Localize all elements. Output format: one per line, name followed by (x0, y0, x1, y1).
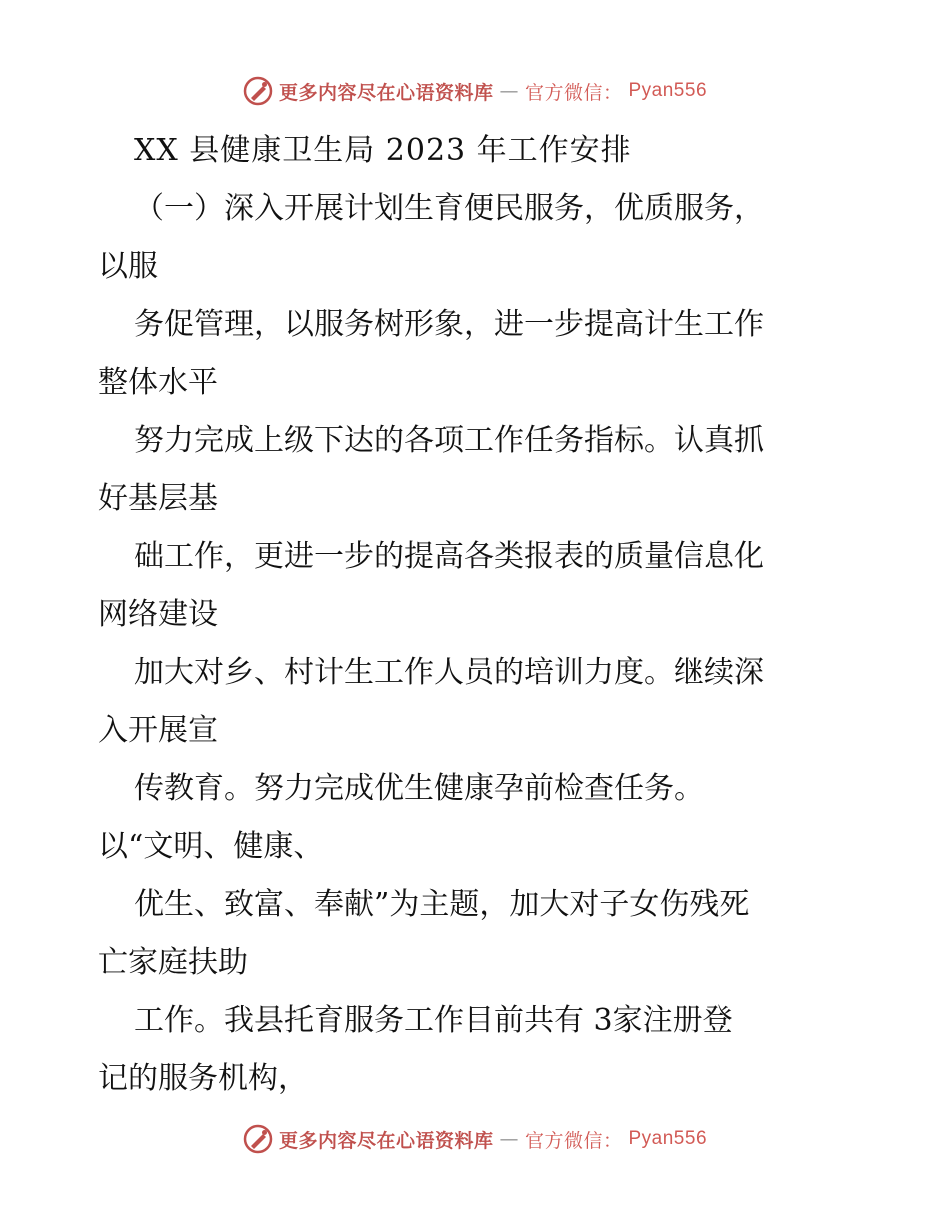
document-title: XX 县健康卫生局 2023 年工作安排 (134, 133, 632, 168)
watermark-text: 更多内容尽在心语资料库 (278, 81, 494, 104)
text-line: 优生、致富、奉献”为主题，加大对子女伤残死 (134, 887, 750, 922)
text-line: 务促管理，以服务树形象，进一步提高计生工作 (134, 307, 764, 342)
text-line: 传教育。努力完成优生健康孕前检查任务。 (134, 771, 704, 806)
watermark-dash: — (499, 80, 519, 102)
text-line: 础工作，更进一步的提高各类报表的质量信息化 (134, 539, 764, 574)
watermark-text: 更多内容尽在心语资料库 (278, 1129, 494, 1152)
document-body (98, 122, 858, 1108)
watermark-wechat-label: 官方微信： (524, 1129, 623, 1152)
text-line: （一）深入开展计划生育便民服务，优质服务， (134, 191, 764, 226)
footer-watermark (0, 1122, 950, 1156)
text-line: 网络建设 (98, 597, 218, 632)
watermark-wechat-id: Pyan556 (628, 80, 708, 101)
pen-logo-icon (243, 76, 273, 106)
text-line: 入开展宣 (98, 713, 218, 748)
text-line: 工作。我县托育服务工作目前共有 3家注册登 (134, 1003, 733, 1038)
text-line: 加大对乡、村计生工作人员的培训力度。继续深 (134, 655, 764, 690)
text-line: 努力完成上级下达的各项工作任务指标。认真抓 (134, 423, 764, 458)
text-line: 亡家庭扶助 (98, 945, 248, 980)
watermark-wechat-label: 官方微信： (524, 81, 623, 104)
text-line: 以服 (98, 249, 158, 284)
text-line: 记的服务机构， (98, 1061, 308, 1096)
text-line: 以“文明、健康、 (98, 829, 324, 864)
watermark-wechat-id: Pyan556 (628, 1128, 708, 1149)
header-watermark (0, 74, 950, 108)
text-line: 好基层基 (98, 481, 218, 516)
pen-logo-icon (243, 1124, 273, 1154)
text-line: 整体水平 (98, 365, 218, 400)
watermark-dash: — (499, 1128, 519, 1150)
